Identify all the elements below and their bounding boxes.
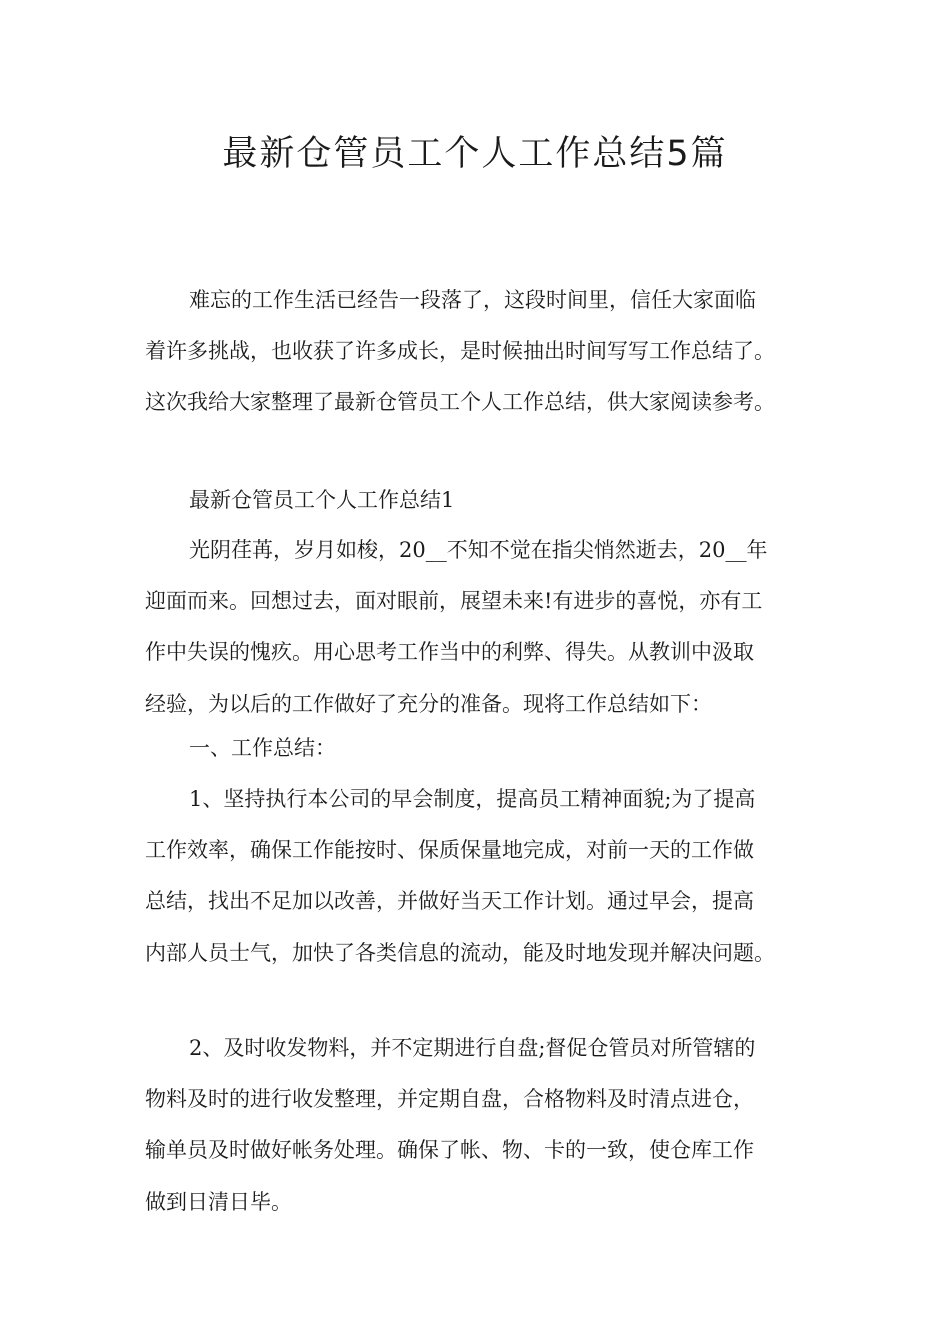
paragraph-line: 光阴荏苒，岁月如梭，20__不知不觉在指尖悄然逝去，20__年: [189, 538, 768, 562]
section-heading: 最新仓管员工个人工作总结1: [189, 488, 455, 512]
paragraph-line: 经验，为以后的工作做好了充分的准备。现将工作总结如下：: [145, 691, 712, 716]
paragraph-line: 作中失误的愧疚。用心思考工作当中的利弊、得失。从教训中汲取: [145, 640, 754, 665]
item-line: 物料及时的进行收发整理，并定期自盘，合格物料及时清点进仓，: [145, 1087, 754, 1112]
intro-line: 这次我给大家整理了最新仓管员工个人工作总结，供大家阅读参考。: [145, 390, 775, 415]
section-heading-block: [145, 475, 813, 526]
subheading-block: [145, 723, 813, 774]
item-line: 输单员及时做好帐务处理。确保了帐、物、卡的一致，使仓库工作: [145, 1138, 754, 1163]
item-line: 工作效率，确保工作能按时、保质保量地完成，对前一天的工作做: [145, 838, 754, 863]
item-line: 做到日清日毕。: [145, 1189, 292, 1214]
intro-line: 难忘的工作生活已经告一段落了，这段时间里，信任大家面临: [189, 288, 756, 312]
item-1: [145, 774, 813, 979]
intro-line: 着许多挑战，也收获了许多成长，是时候抽出时间写写工作总结了。: [145, 339, 775, 364]
intro-paragraph: [145, 275, 813, 429]
item-2: [145, 1023, 813, 1228]
subheading: 一、工作总结：: [189, 736, 336, 760]
paragraph-line: 迎面而来。回想过去，面对眼前，展望未来!有进步的喜悦，亦有工: [145, 589, 763, 614]
item-line: 总结，找出不足加以改善，并做好当天工作计划。通过早会，提高: [145, 889, 754, 914]
paragraph-1: [145, 525, 813, 730]
document-title: 最新仓管员工个人工作总结5篇: [222, 134, 728, 174]
item-line: 内部人员士气，加快了各类信息的流动，能及时地发现并解决问题。: [145, 940, 775, 965]
item-line: 2、及时收发物料，并不定期进行自盘;督促仓管员对所管辖的: [189, 1036, 756, 1060]
item-line: 1、坚持执行本公司的早会制度，提高员工精神面貌;为了提高: [189, 787, 756, 811]
